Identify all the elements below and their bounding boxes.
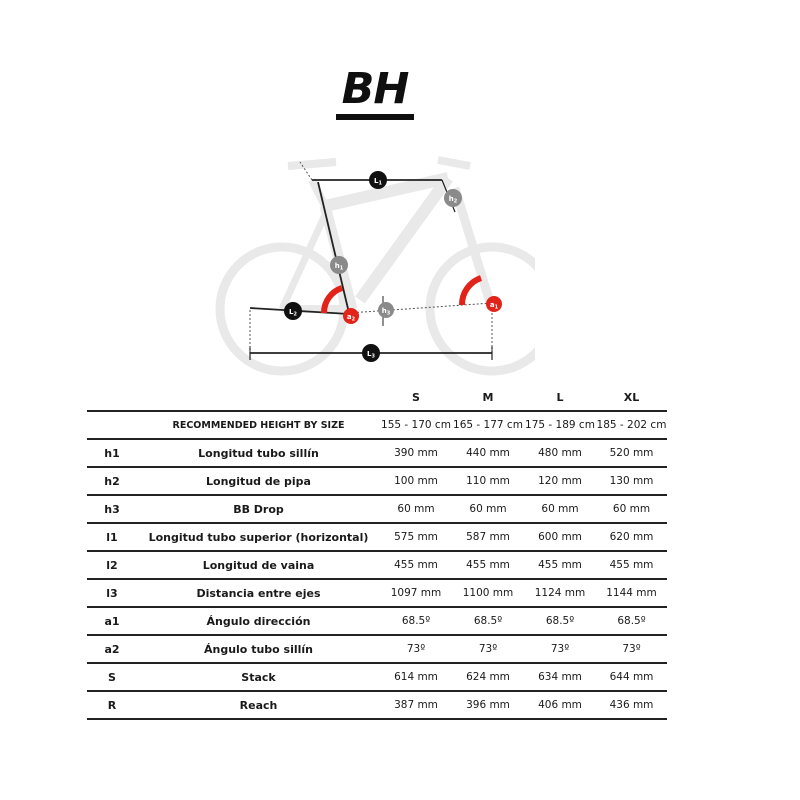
row-parameter: Stack [137, 663, 380, 691]
bb-axle-guide [349, 303, 492, 313]
row-value: 1144 mm [596, 579, 667, 607]
row-value: 73º [596, 635, 667, 663]
recommended-height-label: RECOMMENDED HEIGHT BY SIZE [137, 411, 380, 439]
marker-a2-label: $a_2$ [346, 313, 356, 323]
bh-logo [332, 66, 418, 122]
row-value: 455 mm [596, 551, 667, 579]
row-value: 406 mm [524, 691, 596, 719]
geometry-table-body [87, 411, 667, 719]
row-value: 520 mm [596, 439, 667, 467]
table-row [87, 663, 667, 691]
bike-silhouette [220, 160, 535, 371]
row-value: 624 mm [452, 663, 524, 691]
table-row [87, 439, 667, 467]
row-value: 68.5º [524, 607, 596, 635]
recommended-height-value: 185 - 202 cm [596, 411, 667, 439]
row-value: 390 mm [380, 439, 452, 467]
row-value: 110 mm [452, 467, 524, 495]
marker-h1 [330, 256, 348, 274]
marker-l1-label: $L_1$ [374, 177, 382, 187]
row-code: a2 [87, 635, 137, 663]
row-code: h2 [87, 467, 137, 495]
marker-h3-label: $h_3$ [381, 307, 391, 317]
geometry-table [87, 384, 667, 720]
table-row [87, 551, 667, 579]
marker-h3 [378, 302, 394, 318]
row-code: h3 [87, 495, 137, 523]
row-value: 620 mm [596, 523, 667, 551]
marker-l1 [369, 171, 387, 189]
row-value: 68.5º [452, 607, 524, 635]
recommended-height-value: 165 - 177 cm [452, 411, 524, 439]
row-value: 600 mm [524, 523, 596, 551]
row-value: 634 mm [524, 663, 596, 691]
row-value: 60 mm [380, 495, 452, 523]
table-row [87, 635, 667, 663]
row-value: 68.5º [380, 607, 452, 635]
handlebar [438, 160, 470, 166]
row-value: 440 mm [452, 439, 524, 467]
marker-l3-label: $L_3$ [367, 350, 375, 360]
row-code: l1 [87, 523, 137, 551]
row-code [87, 411, 137, 439]
row-parameter: Longitud tubo superior (horizontal) [137, 523, 380, 551]
row-value: 455 mm [452, 551, 524, 579]
marker-a2 [343, 308, 359, 324]
row-value: 644 mm [596, 663, 667, 691]
row-value: 587 mm [452, 523, 524, 551]
row-value: 73º [524, 635, 596, 663]
row-value: 1100 mm [452, 579, 524, 607]
row-value: 575 mm [380, 523, 452, 551]
row-value: 436 mm [596, 691, 667, 719]
size-header: M [482, 390, 494, 404]
row-parameter: Distancia entre ejes [137, 579, 380, 607]
table-row [87, 691, 667, 719]
table-row [87, 523, 667, 551]
marker-h1-label: $h_1$ [334, 262, 344, 272]
marker-l3 [362, 344, 380, 362]
table-row [87, 607, 667, 635]
row-value: 60 mm [596, 495, 667, 523]
table-row [87, 495, 667, 523]
row-value: 1097 mm [380, 579, 452, 607]
row-value: 480 mm [524, 439, 596, 467]
row-code: R [87, 691, 137, 719]
row-value: 73º [452, 635, 524, 663]
row-value: 73º [380, 635, 452, 663]
size-header: L [556, 390, 564, 404]
dimension-lines [250, 180, 492, 360]
row-value: 387 mm [380, 691, 452, 719]
marker-h2 [444, 189, 462, 207]
row-parameter: BB Drop [137, 495, 380, 523]
recommended-height-value: 155 - 170 cm [380, 411, 452, 439]
row-value: 120 mm [524, 467, 596, 495]
recommended-height-value: 175 - 189 cm [524, 411, 596, 439]
row-value: 130 mm [596, 467, 667, 495]
row-parameter: Longitud tubo sillín [137, 439, 380, 467]
header-param-blank [137, 384, 380, 411]
row-code: h1 [87, 439, 137, 467]
size-header: XL [623, 390, 640, 404]
row-value: 614 mm [380, 663, 452, 691]
row-value: 60 mm [524, 495, 596, 523]
marker-l2-label: $L_2$ [289, 308, 297, 318]
row-value: 455 mm [524, 551, 596, 579]
size-header-row [87, 384, 667, 411]
row-value: 100 mm [380, 467, 452, 495]
table-row [87, 467, 667, 495]
bike-geometry-diagram [215, 150, 535, 385]
logo-text: BH [341, 64, 409, 114]
row-parameter: Reach [137, 691, 380, 719]
row-parameter: Longitud de vaina [137, 551, 380, 579]
table-row [87, 579, 667, 607]
row-code: S [87, 663, 137, 691]
marker-l2 [284, 302, 302, 320]
row-code: l3 [87, 579, 137, 607]
row-value: 68.5º [596, 607, 667, 635]
size-header: S [412, 390, 420, 404]
marker-h2-label: $h_2$ [448, 195, 458, 205]
saddle [288, 162, 336, 166]
row-code: a1 [87, 607, 137, 635]
row-parameter: Ángulo tubo sillín [137, 635, 380, 663]
recommended-height-row [87, 411, 667, 439]
row-value: 396 mm [452, 691, 524, 719]
logo-underline [336, 114, 414, 120]
row-parameter: Ángulo dirección [137, 607, 380, 635]
header-code-blank [87, 384, 137, 411]
a1-arc [462, 278, 481, 305]
marker-a1 [486, 296, 502, 312]
row-code: l2 [87, 551, 137, 579]
marker-a1-label: $a_1$ [489, 301, 499, 311]
row-value: 60 mm [452, 495, 524, 523]
row-value: 1124 mm [524, 579, 596, 607]
row-value: 455 mm [380, 551, 452, 579]
row-parameter: Longitud de pipa [137, 467, 380, 495]
